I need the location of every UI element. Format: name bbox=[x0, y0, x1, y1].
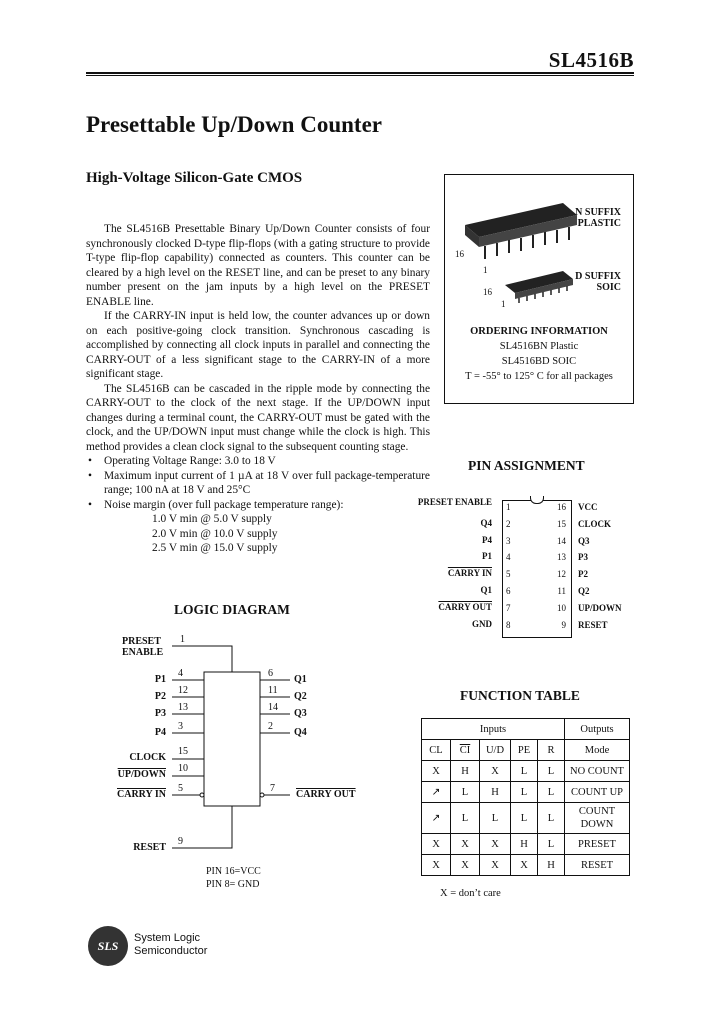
page-title: Presettable Up/Down Counter bbox=[86, 112, 382, 137]
ld-input-num-1: 4 bbox=[178, 668, 183, 679]
pin-right-label-4: P3 bbox=[578, 552, 588, 563]
ft-col-3: U/D bbox=[480, 740, 511, 761]
pin-right-label-3: Q3 bbox=[578, 535, 590, 546]
ft-cell-3-3: L bbox=[480, 803, 511, 834]
ft-col-4: PE bbox=[511, 740, 538, 761]
ft-cell-2-4: L bbox=[511, 782, 538, 803]
ld-output-label-1: Q1 bbox=[294, 674, 307, 685]
n-suffix: N SUFFIX bbox=[575, 207, 621, 218]
company-logo: SLS bbox=[88, 926, 128, 966]
pin-right-num-4: 13 bbox=[557, 552, 566, 563]
ft-cell-4-1: X bbox=[422, 834, 451, 855]
ld-preset-l1: PRESET bbox=[122, 636, 161, 647]
feature-noise: • Noise margin (over full package temperature range): bbox=[104, 498, 430, 513]
ft-row-4 bbox=[422, 834, 630, 855]
noise-1: 1.0 V min @ 5.0 V supply bbox=[152, 513, 272, 525]
ft-cell-4-3: X bbox=[480, 834, 511, 855]
ld-updown-num: 10 bbox=[178, 763, 188, 774]
ft-cell-4-6: PRESET bbox=[565, 834, 630, 855]
ld-note-vcc: PIN 16=VCC bbox=[206, 866, 261, 877]
logic-diagram-title: LOGIC DIAGRAM bbox=[174, 602, 290, 617]
d-type: SOIC bbox=[596, 282, 621, 293]
ld-preset-l2: ENABLE bbox=[122, 647, 164, 658]
pin-right-label-8: RESET bbox=[578, 619, 608, 630]
pin-right-label-5: P2 bbox=[578, 569, 588, 580]
ft-column-header-row bbox=[422, 740, 630, 761]
soic-pin16-label: 16 bbox=[483, 287, 492, 297]
ld-preset-num: 1 bbox=[180, 634, 185, 645]
dip-pin16-label: 16 bbox=[455, 249, 464, 259]
pin-left-num-6: 6 bbox=[506, 586, 511, 596]
ft-outputs-header: Outputs bbox=[565, 719, 630, 740]
pin-left-label-4: P1 bbox=[482, 551, 492, 562]
ft-row-5 bbox=[422, 855, 630, 876]
ft-cell-3-1: ↗ bbox=[422, 803, 451, 834]
ld-carry-out-num: 7 bbox=[270, 783, 275, 794]
ld-input-label-4: P4 bbox=[154, 727, 166, 738]
ld-output-num-4: 2 bbox=[268, 721, 273, 732]
ft-note: X = don’t care bbox=[440, 888, 501, 899]
pin-right-num-5: 12 bbox=[557, 569, 566, 580]
ld-updown-label: UP/DOWN bbox=[117, 769, 166, 780]
ft-cell-3-4: L bbox=[511, 803, 538, 834]
ft-cell-2-3: H bbox=[480, 782, 511, 803]
ft-cell-4-2: X bbox=[451, 834, 480, 855]
ft-cell-4-5: L bbox=[538, 834, 565, 855]
feature-voltage: • Operating Voltage Range: 3.0 to 18 V bbox=[104, 454, 430, 469]
pin-right-label-1: VCC bbox=[578, 502, 598, 512]
pin-left-label-3: P4 bbox=[482, 534, 492, 545]
ft-inputs-header: Inputs bbox=[422, 719, 565, 740]
ld-note-gnd: PIN 8= GND bbox=[206, 879, 260, 890]
noise-2: 2.0 V min @ 10.0 V supply bbox=[152, 527, 278, 540]
company-line-1: System Logic bbox=[134, 932, 201, 944]
ld-preset-label bbox=[122, 636, 163, 658]
ft-cell-1-2: H bbox=[451, 761, 480, 782]
ld-carry-out-label: CARRY OUT bbox=[296, 789, 356, 800]
ld-input-label-3: P3 bbox=[154, 708, 166, 719]
company-name bbox=[134, 932, 207, 958]
ft-cell-5-4: X bbox=[511, 855, 538, 876]
description bbox=[86, 222, 430, 556]
ft-cell-5-5: H bbox=[538, 855, 565, 876]
ft-cell-1-1: X bbox=[422, 761, 451, 782]
ld-input-label-2: P2 bbox=[154, 691, 166, 702]
pin-right-num-7: 10 bbox=[557, 602, 566, 613]
ft-col-1: CL bbox=[422, 740, 451, 761]
ft-cell-3-5: L bbox=[538, 803, 565, 834]
desc-paragraph-1: The SL4516B Presettable Binary Up/Down Counter consists of four synchronously clocked D-type flip-flops (with a gating structure to provide T-type flip-flop capability) connected as counters. This counter can be cleared by a high level on the RESET line, and can be preset to any binary number present on the jam inputs by a high level on the PRESET ENABLE line. bbox=[86, 223, 430, 308]
pin-left-label-6: Q1 bbox=[480, 585, 492, 595]
soic-pin1-label: 1 bbox=[501, 299, 506, 309]
pin-left-num-1: 1 bbox=[506, 502, 511, 512]
ft-col-6: Mode bbox=[565, 740, 630, 761]
order-temp: T = -55° to 125° C for all packages bbox=[465, 371, 613, 382]
pin-right-num-6: 11 bbox=[557, 586, 566, 596]
d-suffix-label bbox=[575, 271, 621, 293]
package-box bbox=[444, 174, 634, 404]
ordering-title: ORDERING INFORMATION bbox=[470, 326, 608, 337]
ft-cell-5-2: X bbox=[451, 855, 480, 876]
pin-left-num-3: 3 bbox=[506, 535, 511, 546]
ld-output-label-4: Q4 bbox=[294, 727, 307, 738]
ld-clock-num: 15 bbox=[178, 746, 188, 757]
ld-output-num-1: 6 bbox=[268, 668, 273, 679]
ld-input-label-1: P1 bbox=[154, 674, 166, 685]
feature-current: • Maximum input current of 1 µA at 18 V over full package-temperature range; 100 nA at 18 V and 25°C bbox=[104, 469, 430, 498]
ft-cell-2-2: L bbox=[451, 782, 480, 803]
pin-right-num-1: 16 bbox=[557, 502, 566, 512]
ft-cell-1-4: L bbox=[511, 761, 538, 782]
ft-body bbox=[422, 761, 630, 876]
pin-left-label-1: PRESET ENABLE bbox=[417, 497, 492, 507]
ft-col-5: R bbox=[538, 740, 565, 761]
pin-left-label-5: CARRY IN bbox=[447, 568, 492, 579]
pin-right-num-3: 14 bbox=[557, 535, 566, 546]
ft-row-3 bbox=[422, 803, 630, 834]
order-soic: SL4516BD SOIC bbox=[501, 356, 577, 367]
ft-cell-3-6: COUNT DOWN bbox=[565, 803, 630, 834]
desc-paragraph-2: If the CARRY-IN input is held low, the counter advances up or down on each positive-going clock transition. Synchronous cascading is accomplished by connecting all clock inputs in parallel and connecting the CARRY-OUT of a less significant stage to the CARRY-IN of a more significant stage. bbox=[86, 310, 430, 380]
pin-left-num-2: 2 bbox=[506, 518, 511, 529]
ld-input-num-2: 12 bbox=[178, 685, 188, 696]
ld-carry_in-label: CARRY IN bbox=[117, 789, 166, 800]
pin-assignment-title: PIN ASSIGNMENT bbox=[468, 458, 585, 473]
ft-cell-1-6: NO COUNT bbox=[565, 761, 630, 782]
page-subtitle: High-Voltage Silicon-Gate CMOS bbox=[86, 170, 303, 186]
ft-cell-4-4: H bbox=[511, 834, 538, 855]
pin-left-label-7: CARRY OUT bbox=[438, 601, 492, 612]
pin-left-label-8: GND bbox=[472, 618, 492, 629]
pin-right-num-8: 9 bbox=[561, 619, 566, 630]
ft-cell-1-3: X bbox=[480, 761, 511, 782]
pin-left-label-2: Q4 bbox=[480, 517, 492, 528]
ld-input-num-3: 13 bbox=[178, 702, 188, 713]
pin-right-label-6: Q2 bbox=[578, 586, 590, 596]
header-rule bbox=[86, 72, 634, 74]
ld-output-label-2: Q2 bbox=[294, 691, 307, 702]
ft-row-1 bbox=[422, 761, 630, 782]
ld-output-label-3: Q3 bbox=[294, 708, 307, 719]
order-plastic: SL4516BN Plastic bbox=[499, 341, 579, 352]
pin-left-num-5: 5 bbox=[506, 569, 511, 580]
desc-paragraph-3: The SL4516B can be cascaded in the ripple mode by connecting the CARRY-OUT to the clock of the next stage. If the UP/DOWN input changes during a terminal count, the CARRY-OUT must be gated with the clock, and the UP/DOWN input must change while the clock is high. This method provides a clean clock signal to the subsequent counting stage. bbox=[86, 382, 430, 453]
pin-right-label-7: UP/DOWN bbox=[578, 602, 622, 613]
header-rule-thin bbox=[86, 75, 634, 76]
ft-cell-5-6: RESET bbox=[565, 855, 630, 876]
ld-reset-num: 9 bbox=[178, 836, 183, 847]
pin-left-num-4: 4 bbox=[506, 552, 511, 563]
pin-right-num-2: 15 bbox=[557, 518, 566, 529]
ft-cell-1-5: L bbox=[538, 761, 565, 782]
ld-input-num-4: 3 bbox=[178, 721, 183, 732]
feature-list bbox=[86, 454, 430, 512]
ft-cell-5-3: X bbox=[480, 855, 511, 876]
package-drawing bbox=[445, 175, 633, 325]
ft-col-2: $\overline{CI}$ bbox=[451, 740, 480, 761]
ld-reset-label: RESET bbox=[133, 842, 166, 853]
ft-cell-2-1: ↗ bbox=[422, 782, 451, 803]
ft-cell-3-2: L bbox=[451, 803, 480, 834]
function-table bbox=[421, 718, 630, 876]
noise-3: 2.5 V min @ 15.0 V supply bbox=[152, 542, 278, 554]
ft-row-2 bbox=[422, 782, 630, 803]
ft-cell-2-6: COUNT UP bbox=[565, 782, 630, 803]
n-suffix-label bbox=[575, 207, 621, 229]
ld-output-num-3: 14 bbox=[268, 702, 278, 713]
pin-right-label-2: CLOCK bbox=[578, 518, 612, 529]
dip-pin1-label: 1 bbox=[483, 265, 488, 275]
n-type: PLASTIC bbox=[577, 218, 621, 229]
ld-output-num-2: 11 bbox=[268, 685, 278, 696]
d-suffix: D SUFFIX bbox=[575, 271, 621, 282]
ft-cell-5-1: X bbox=[422, 855, 451, 876]
pin-left-num-8: 8 bbox=[506, 619, 511, 630]
function-table-title: FUNCTION TABLE bbox=[460, 688, 580, 703]
part-number: SL4516B bbox=[548, 48, 634, 72]
company-line-2: Semiconductor bbox=[134, 945, 208, 957]
ft-cell-2-5: L bbox=[538, 782, 565, 803]
ld-clock-label: CLOCK bbox=[129, 752, 166, 763]
pin-left-num-7: 7 bbox=[506, 602, 511, 613]
ld-carry_in-num: 5 bbox=[178, 783, 183, 794]
